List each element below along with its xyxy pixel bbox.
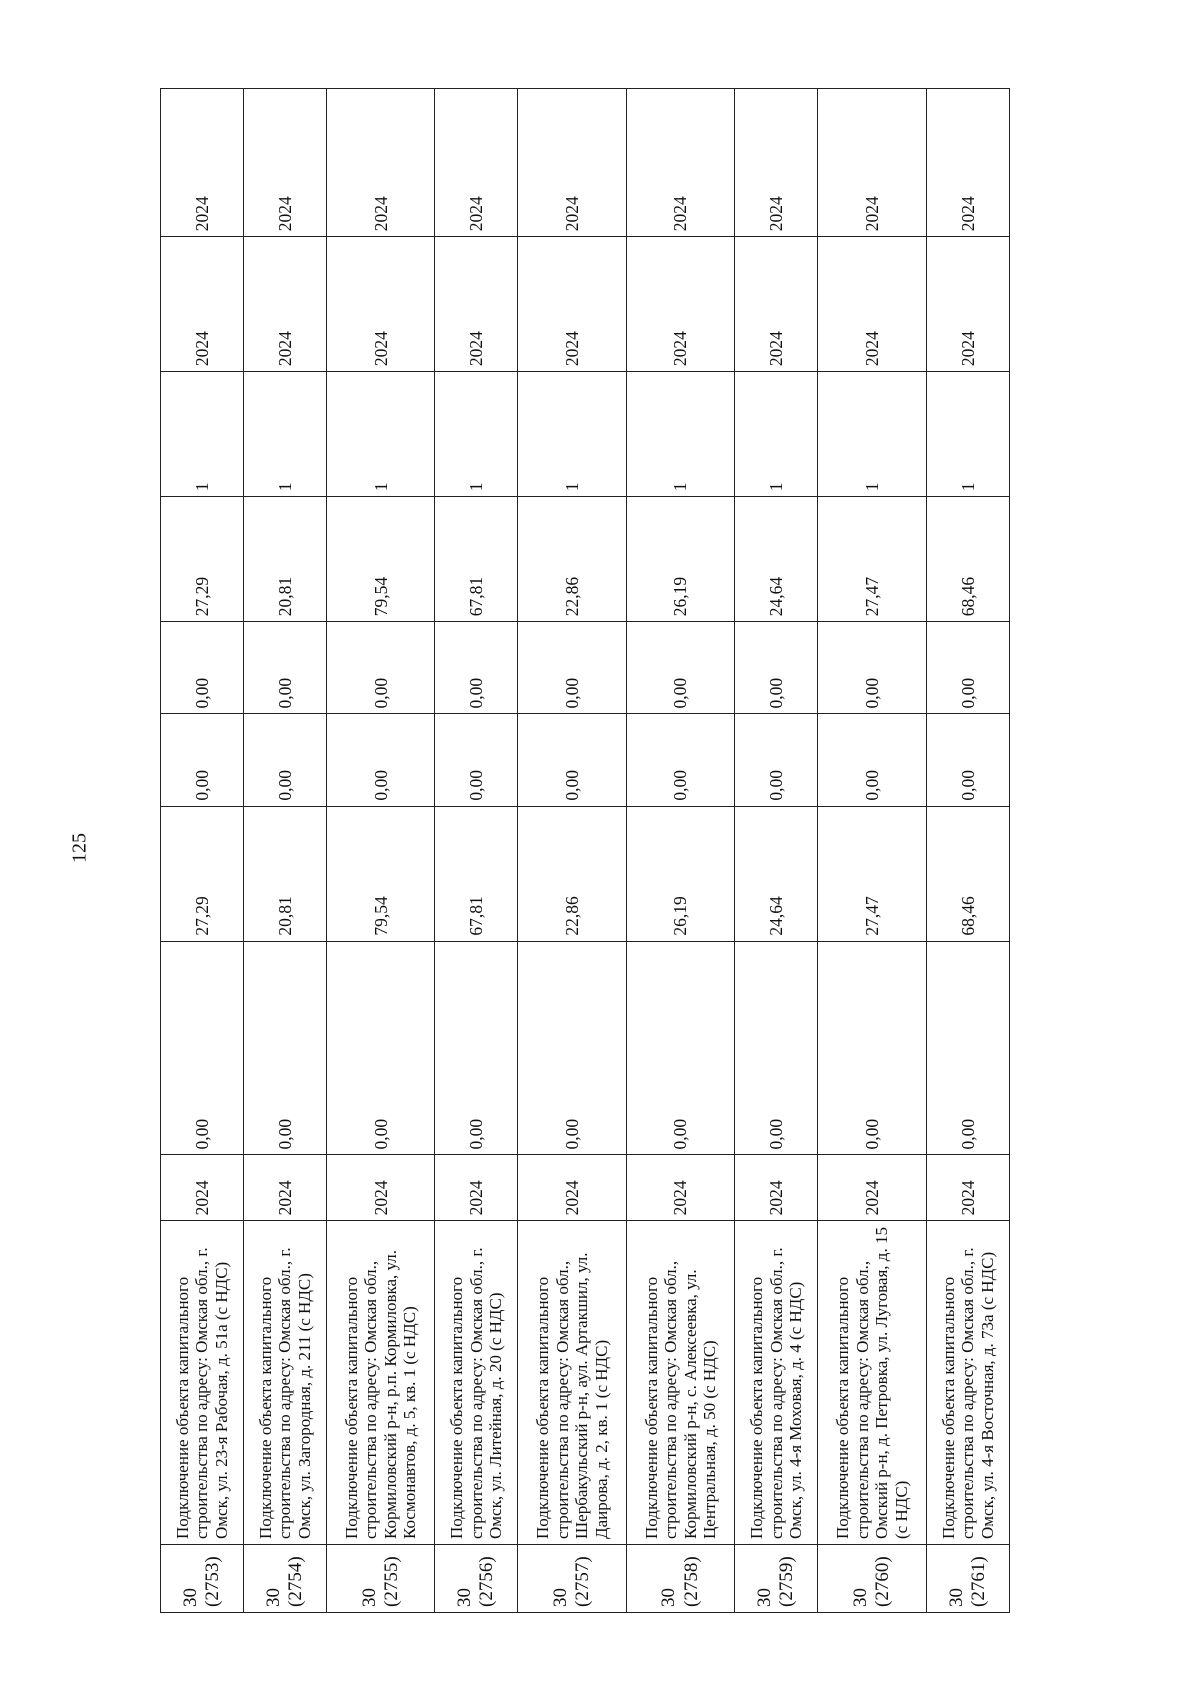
description-cell: Подключение объекта капитального строительства по адресу: Омская обл., Кормиловский р-н, с. Алексеевка, ул. Центральная, д. 50 (с НДС)	[626, 1221, 734, 1545]
value-cell: 24,64	[735, 806, 818, 941]
row-number-cell	[327, 1544, 435, 1612]
value-cell: 24,64	[735, 497, 818, 622]
table-row	[244, 89, 327, 1613]
value-cell: 0,00	[518, 941, 626, 1155]
value-cell: 0,00	[327, 714, 435, 806]
value-cell: 0,00	[626, 941, 734, 1155]
row-number-cell	[435, 1544, 518, 1612]
row-code: (2755)	[380, 1556, 402, 1607]
page-number: 125	[68, 833, 91, 863]
row-number: 30	[550, 1588, 571, 1607]
quantity-cell: 1	[818, 372, 926, 497]
row-code: (2757)	[572, 1556, 594, 1607]
row-number: 30	[454, 1588, 476, 1607]
row-number-cell	[735, 1544, 818, 1612]
row-code: (2756)	[476, 1556, 498, 1607]
description-cell: Подключение объекта капитального строительства по адресу: Омская обл., Кормиловский р-н, р.п. Кормиловка, ул. Космонавтов, д. 5, кв. 1 (с НДС)	[327, 1221, 435, 1545]
row-number-cell	[518, 1544, 626, 1612]
quantity-cell: 1	[926, 372, 1009, 497]
value-cell: 0,00	[435, 622, 518, 714]
row-number-cell	[926, 1544, 1009, 1612]
value-cell: 67,81	[435, 497, 518, 622]
year-cell: 2024	[327, 237, 435, 372]
year-start-cell: 2024	[161, 1155, 244, 1221]
row-number: 30	[179, 1588, 201, 1607]
value-cell: 67,81	[435, 806, 518, 941]
value-cell: 20,81	[244, 497, 327, 622]
row-code: (2761)	[967, 1556, 989, 1607]
value-cell: 0,00	[626, 622, 734, 714]
value-cell: 0,00	[161, 941, 244, 1155]
value-cell: 22,86	[518, 806, 626, 941]
description-cell: Подключение объекта капитального строительства по адресу: Омская обл., г. Омск, ул. Загородная, д. 211 (с НДС)	[244, 1221, 327, 1545]
quantity-cell: 1	[161, 372, 244, 497]
description-cell: Подключение объекта капитального строительства по адресу: Омская обл., Омский р-н, д. Петровка, ул. Луговая, д. 15 (с НДС)	[818, 1221, 926, 1545]
year-start-cell: 2024	[926, 1155, 1009, 1221]
year-end-cell: 2024	[735, 89, 818, 237]
value-cell: 0,00	[735, 622, 818, 714]
quantity-cell: 1	[435, 372, 518, 497]
value-cell: 0,00	[244, 941, 327, 1155]
quantity-cell: 1	[735, 372, 818, 497]
value-cell: 0,00	[735, 714, 818, 806]
row-number-cell	[161, 1544, 244, 1612]
value-cell: 22,86	[518, 497, 626, 622]
year-end-cell: 2024	[161, 89, 244, 237]
year-cell: 2024	[926, 237, 1009, 372]
quantity-cell: 1	[518, 372, 626, 497]
row-number-cell	[818, 1544, 926, 1612]
row-code: (2754)	[285, 1556, 306, 1607]
value-cell: 0,00	[518, 622, 626, 714]
description-cell: Подключение объекта капитального строительства по адресу: Омская обл., г. Омск, ул. Литейная, д. 20 (с НДС)	[435, 1221, 518, 1545]
value-cell: 0,00	[926, 941, 1009, 1155]
value-cell: 0,00	[244, 714, 327, 806]
year-end-cell: 2024	[435, 89, 518, 237]
year-start-cell: 2024	[327, 1155, 435, 1221]
row-number: 30	[849, 1588, 871, 1607]
year-start-cell: 2024	[818, 1155, 926, 1221]
year-cell: 2024	[518, 237, 626, 372]
value-cell: 68,46	[926, 497, 1009, 622]
row-number: 30	[945, 1588, 967, 1607]
table-row	[735, 89, 818, 1613]
value-cell: 0,00	[518, 714, 626, 806]
value-cell: 0,00	[926, 622, 1009, 714]
table-body	[161, 89, 1010, 1613]
row-number: 30	[358, 1588, 380, 1607]
year-end-cell: 2024	[518, 89, 626, 237]
year-cell: 2024	[626, 237, 734, 372]
value-cell: 0,00	[818, 622, 926, 714]
year-cell: 2024	[818, 237, 926, 372]
table-row	[327, 89, 435, 1613]
value-cell: 0,00	[818, 941, 926, 1155]
row-number-cell	[626, 1544, 734, 1612]
year-cell: 2024	[735, 237, 818, 372]
year-cell: 2024	[435, 237, 518, 372]
table-row	[518, 89, 626, 1613]
value-cell: 26,19	[626, 497, 734, 622]
value-cell: 27,29	[161, 806, 244, 941]
year-cell: 2024	[244, 237, 327, 372]
year-cell: 2024	[161, 237, 244, 372]
table-row	[818, 89, 926, 1613]
description-cell: Подключение объекта капитального строительства по адресу: Омская обл., г. Омск, ул. 4-я Моховая, д. 4 (с НДС)	[735, 1221, 818, 1545]
value-cell: 79,54	[327, 806, 435, 941]
row-code: (2759)	[776, 1556, 798, 1607]
year-end-cell: 2024	[327, 89, 435, 237]
quantity-cell: 1	[626, 372, 734, 497]
investment-table	[160, 88, 1010, 1613]
table-row	[626, 89, 734, 1613]
value-cell: 0,00	[735, 941, 818, 1155]
table-row	[435, 89, 518, 1613]
year-end-cell: 2024	[244, 89, 327, 237]
description-cell: Подключение объекта капитального строительства по адресу: Омская обл., г. Омск, ул. 23-я Рабочая, д. 51а (с НДС)	[161, 1221, 244, 1545]
row-code: (2760)	[872, 1556, 894, 1607]
row-code: (2753)	[202, 1556, 223, 1607]
rotated-table-wrapper	[160, 88, 1010, 1613]
row-number: 30	[262, 1588, 284, 1607]
value-cell: 0,00	[435, 941, 518, 1155]
value-cell: 27,47	[818, 806, 926, 941]
row-number: 30	[754, 1588, 776, 1607]
year-end-cell: 2024	[818, 89, 926, 237]
value-cell: 0,00	[327, 941, 435, 1155]
year-end-cell: 2024	[626, 89, 734, 237]
year-start-cell: 2024	[518, 1155, 626, 1221]
value-cell: 27,29	[161, 497, 244, 622]
quantity-cell: 1	[244, 372, 327, 497]
quantity-cell: 1	[327, 372, 435, 497]
value-cell: 26,19	[626, 806, 734, 941]
year-start-cell: 2024	[244, 1155, 327, 1221]
value-cell: 68,46	[926, 806, 1009, 941]
year-end-cell: 2024	[926, 89, 1009, 237]
value-cell: 0,00	[926, 714, 1009, 806]
description-cell: Подключение объекта капитального строительства по адресу: Омская обл., Шербакульский р-н, аул. Артакшил, ул. Даирова, д. 2, кв. 1 (с НДС)	[518, 1221, 626, 1545]
value-cell: 0,00	[161, 714, 244, 806]
value-cell: 0,00	[161, 622, 244, 714]
value-cell: 0,00	[818, 714, 926, 806]
row-code: (2758)	[680, 1556, 702, 1607]
description-cell: Подключение объекта капитального строительства по адресу: Омская обл., г. Омск, ул. 4-я Восточная, д. 73а (с НДС)	[926, 1221, 1009, 1545]
year-start-cell: 2024	[626, 1155, 734, 1221]
value-cell: 0,00	[244, 622, 327, 714]
row-number-cell	[244, 1544, 327, 1612]
value-cell: 27,47	[818, 497, 926, 622]
table-row	[161, 89, 244, 1613]
year-start-cell: 2024	[735, 1155, 818, 1221]
value-cell: 20,81	[244, 806, 327, 941]
table-row	[926, 89, 1009, 1613]
value-cell: 0,00	[626, 714, 734, 806]
row-number: 30	[658, 1588, 680, 1607]
value-cell: 0,00	[327, 622, 435, 714]
value-cell: 79,54	[327, 497, 435, 622]
value-cell: 0,00	[435, 714, 518, 806]
year-start-cell: 2024	[435, 1155, 518, 1221]
